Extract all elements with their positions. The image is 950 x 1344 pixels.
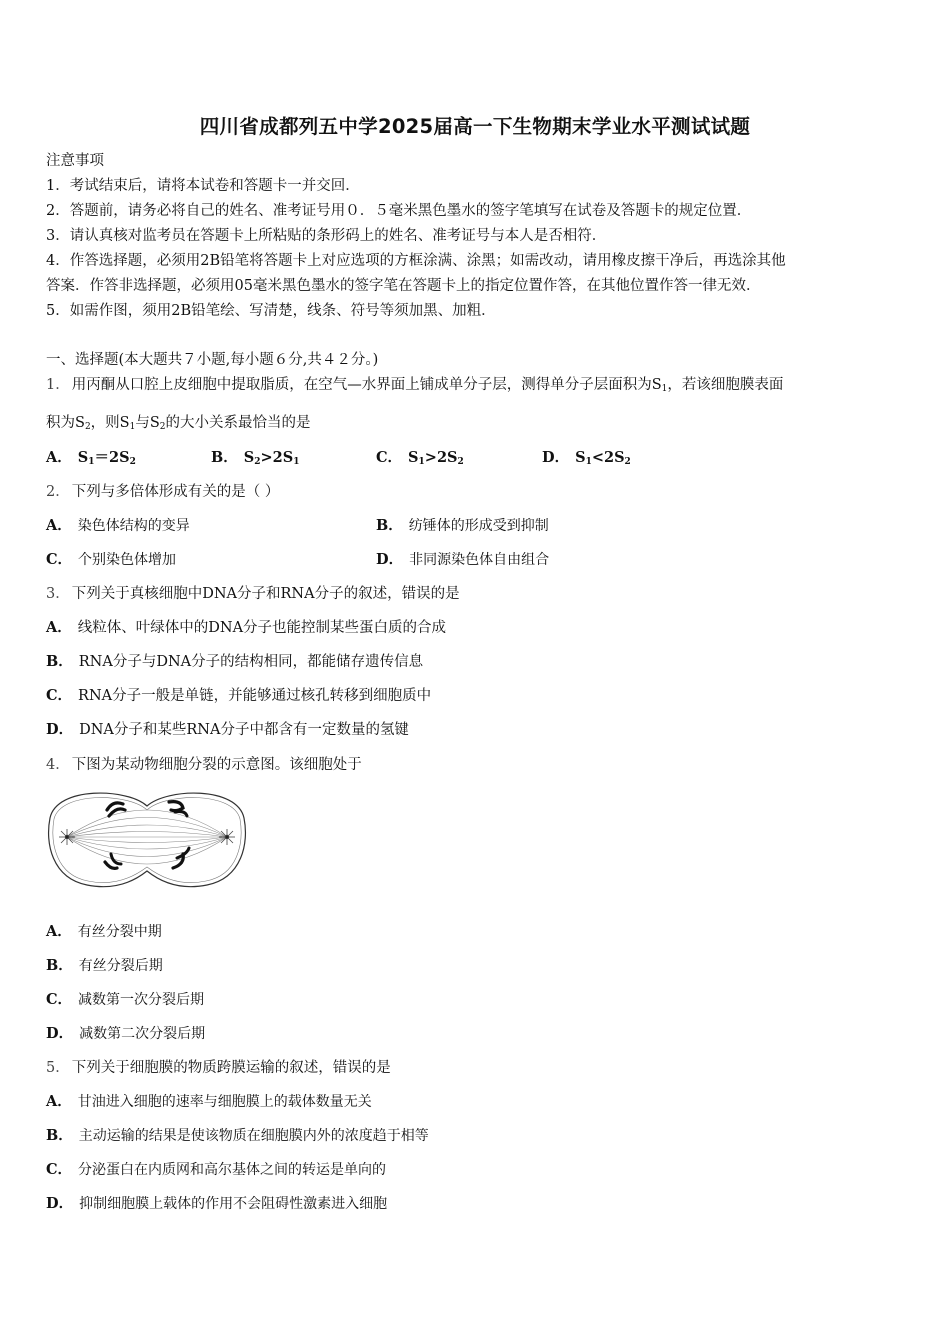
notice-item: 5．如需作图，须用2B铅笔绘、写清楚，线条、符号等须加黑、加粗． [46,303,496,319]
question-number: 5． [46,1060,70,1076]
question-1-stem: 1． 用丙酮从口腔上皮细胞中提取脂质，在空气—水界面上铺成单分子层，测得单分子层面积为$S_1$，若该细胞膜表面 [46,377,784,394]
q5-option-d[interactable]: D． 抑制细胞膜上载体的作用不会阻碍性激素进入细胞 [46,1195,388,1212]
section-heading: 一、选择题(本大题共７小题,每小题６分,共４２分。) [46,352,379,368]
notice-heading: 注意事项 [46,153,104,169]
q3-option-b[interactable]: B． RNA分子与DNA分子的结构相同，都能储存遗传信息 [46,653,424,670]
question-2-stem: 2． 下列与多倍体形成有关的是（ ） [46,484,280,500]
notice-item: 4．作答选择题，必须用2B铅笔将答题卡上对应选项的方框涂满、涂黑；如需改动，请用橡皮擦干净后，再选涂其他 [46,253,786,269]
question-number: 1． [46,377,70,393]
q4-option-a[interactable]: A． 有丝分裂中期 [46,923,162,940]
spindle-fibers [67,810,227,864]
notice-item: 3．请认真核对监考员在答题卡上所粘贴的条形码上的姓名、准考证号与本人是否相符． [46,228,607,244]
question-1-stem-cont: 积为$S_2$，则$S_1$与$S_2$的大小关系最恰当的是 [46,415,311,432]
q3-option-c[interactable]: C． RNA分子一般是单链，并能够通过核孔转移到细胞质中 [46,687,432,704]
q5-option-c[interactable]: C． 分泌蛋白在内质网和高尔基体之间的转运是单向的 [46,1161,387,1178]
q3-option-d[interactable]: D． DNA分子和某些RNA分子中都含有一定数量的氢键 [46,721,409,738]
q1-option-a[interactable]: A． $S_1=2S_2$ [46,449,136,467]
aster-right [219,829,235,845]
notice-item: 1．考试结束后，请将本试卷和答题卡一并交回． [46,178,360,194]
q1-option-b[interactable]: B． $S_2>2S_1$ [211,449,300,467]
q4-option-b[interactable]: B． 有丝分裂后期 [46,957,163,974]
q2-option-d[interactable]: D． 非同源染色体自由组合 [376,551,550,568]
q1-option-c[interactable]: C． $S_1>2S_2$ [376,449,464,467]
notice-item: 2．答题前，请务必将自己的姓名、准考证号用０．５毫米黑色墨水的签字笔填写在试卷及答题卡的规定位置． [46,203,752,219]
q2-option-b[interactable]: B． 纺锤体的形成受到抑制 [376,517,549,534]
question-5-stem: 5． 下列关于细胞膜的物质跨膜运输的叙述，错误的是 [46,1060,391,1076]
question-number: 4． [46,757,70,773]
question-number: 3． [46,586,70,602]
cell-division-diagram [47,788,247,890]
question-number: 2． [46,484,70,500]
q5-option-a[interactable]: A． 甘油进入细胞的速率与细胞膜上的载体数量无关 [46,1093,372,1110]
aster-left [59,829,75,845]
q4-option-d[interactable]: D． 减数第二次分裂后期 [46,1025,206,1042]
q1-option-d[interactable]: D． $S_1<2S_2$ [542,449,631,467]
q2-option-a[interactable]: A． 染色体结构的变异 [46,517,190,534]
q4-option-c[interactable]: C． 减数第一次分裂后期 [46,991,205,1008]
notice-item: 答案．作答非选择题，必须用05毫米黑色墨水的签字笔在答题卡上的指定位置作答，在其他位置作答一律无效． [46,278,761,294]
q2-option-c[interactable]: C． 个别染色体增加 [46,551,177,568]
chromosomes [105,802,189,869]
q3-option-a[interactable]: A． 线粒体、叶绿体中的DNA分子也能控制某些蛋白质的合成 [46,619,447,636]
question-3-stem: 3． 下列关于真核细胞中DNA分子和RNA分子的叙述，错误的是 [46,586,460,602]
q5-option-b[interactable]: B． 主动运输的结果是使该物质在细胞膜内外的浓度趋于相等 [46,1127,429,1144]
cell-division-figure [47,788,247,894]
question-4-stem: 4． 下图为某动物细胞分裂的示意图。该细胞处于 [46,757,362,773]
page-title: 四川省成都列五中学2025届高一下生物期末学业水平测试试题 [199,115,751,138]
